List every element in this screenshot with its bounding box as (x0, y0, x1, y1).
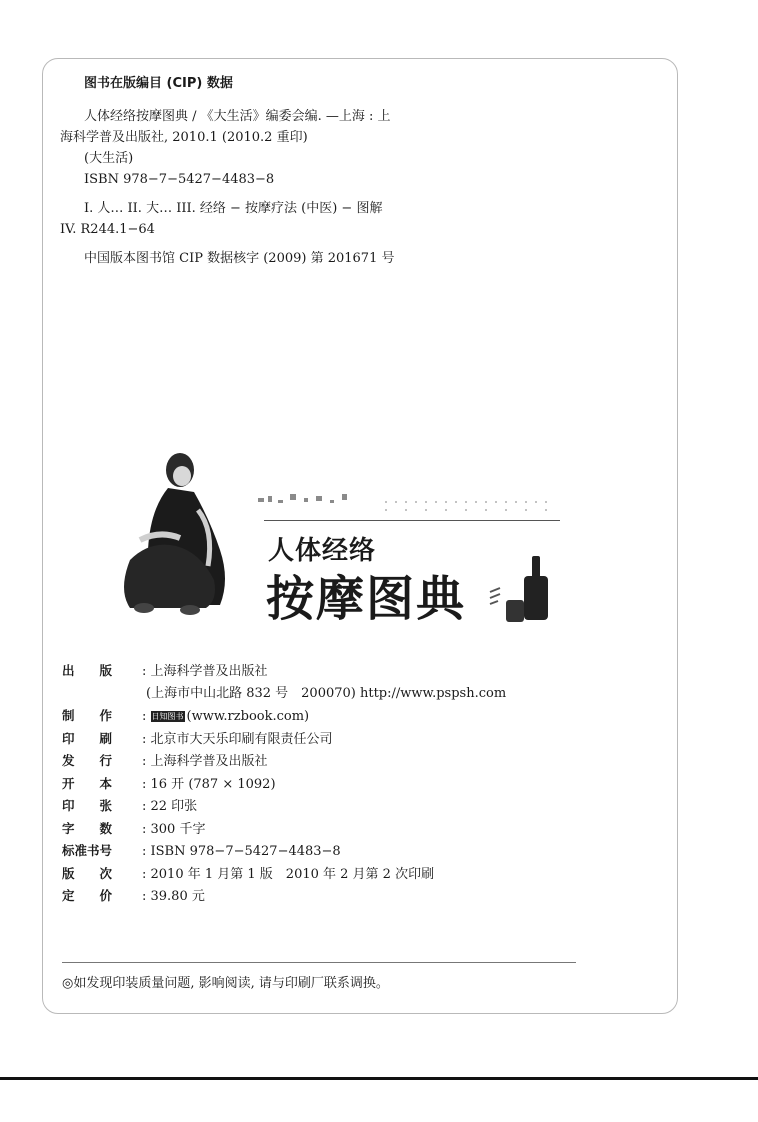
pub-label: 印 刷 (62, 730, 113, 746)
cover-decor-dots (256, 488, 556, 516)
pub-row-producer: 制 作 : 日知图书 (www.rzbook.com) (62, 705, 602, 728)
pub-row-publisher (62, 660, 602, 683)
pub-row-address (62, 683, 602, 706)
publication-info (62, 660, 602, 908)
cip-title: 图书在版编目 (CIP) 数据 (84, 76, 233, 91)
pub-label: 定 价 (62, 888, 113, 903)
pub-value: : 300 千字 (142, 821, 206, 837)
pub-label: 发 行 (62, 753, 113, 768)
cip-line-publisher: 海科学普及出版社, 2010.1 (2010.2 重印) (60, 130, 308, 145)
pub-label: 开 本 (62, 775, 113, 791)
cip-line-isbn: ISBN 978−7−5427−4483−8 (84, 172, 275, 187)
cip-data-block (60, 106, 500, 269)
pub-value: : 北京市大天乐印刷有限责任公司 (142, 731, 333, 747)
cip-line-title: 人体经络按摩图典 / 《大生活》编委会编. —上海 : 上 (84, 109, 391, 124)
pub-row-format (62, 773, 602, 796)
publication-divider (62, 962, 576, 963)
pub-row-sheets (62, 795, 602, 818)
pub-value: : 2010 年 1 月第 1 版 2010 年 2 月第 2 次印刷 (142, 866, 435, 882)
pub-value: (www.rzbook.com) (186, 709, 310, 724)
pub-value: : 39.80 元 (142, 889, 205, 904)
pub-row-price (62, 885, 602, 908)
pub-label: 印 张 (62, 798, 113, 813)
cip-line-subjects: I. 人… II. 大… III. 经络 − 按摩疗法 (中医) − 图解 (84, 201, 383, 216)
pub-value: : ISBN 978−7−5427−4483−8 (142, 844, 341, 859)
pub-label: 标准书号 (62, 843, 113, 858)
pub-row-distributor (62, 750, 602, 773)
pub-label: 出 版 (62, 663, 113, 678)
page-bottom-bar (0, 1077, 758, 1080)
cip-line-series: (大生活) (84, 151, 134, 166)
pub-row-wordcount (62, 818, 602, 841)
pub-value: : 上海科学普及出版社 (142, 664, 268, 679)
cover-title-rule (264, 520, 560, 521)
pub-label: 版 次 (62, 865, 113, 881)
pub-row-printer (62, 728, 602, 751)
cover-title-small: 人体经络 (268, 536, 377, 566)
pub-value: (上海市中山北路 832 号 200070) http://www.pspsh.com (146, 685, 507, 701)
pub-label: 字 数 (62, 820, 113, 836)
cip-line-classification: IV. R244.1−64 (60, 222, 155, 237)
pub-row-isbn (62, 840, 602, 863)
cip-line-library-record: 中国版本图书馆 CIP 数据核字 (2009) 第 201671 号 (84, 251, 395, 266)
pub-value: : 上海科学普及出版社 (142, 754, 268, 769)
producer-logo: 日知图书 (151, 712, 184, 721)
pub-value: : 22 印张 (142, 799, 198, 814)
cover-title-big: 按摩图典 (266, 571, 467, 627)
pub-label: 制 作 (62, 708, 113, 723)
pub-row-edition (62, 863, 602, 886)
pub-value: : 16 开 (787 × 1092) (142, 776, 276, 792)
quality-notice: ◎如发现印装质量问题, 影响阅读, 请与印刷厂联系调换。 (62, 976, 389, 991)
